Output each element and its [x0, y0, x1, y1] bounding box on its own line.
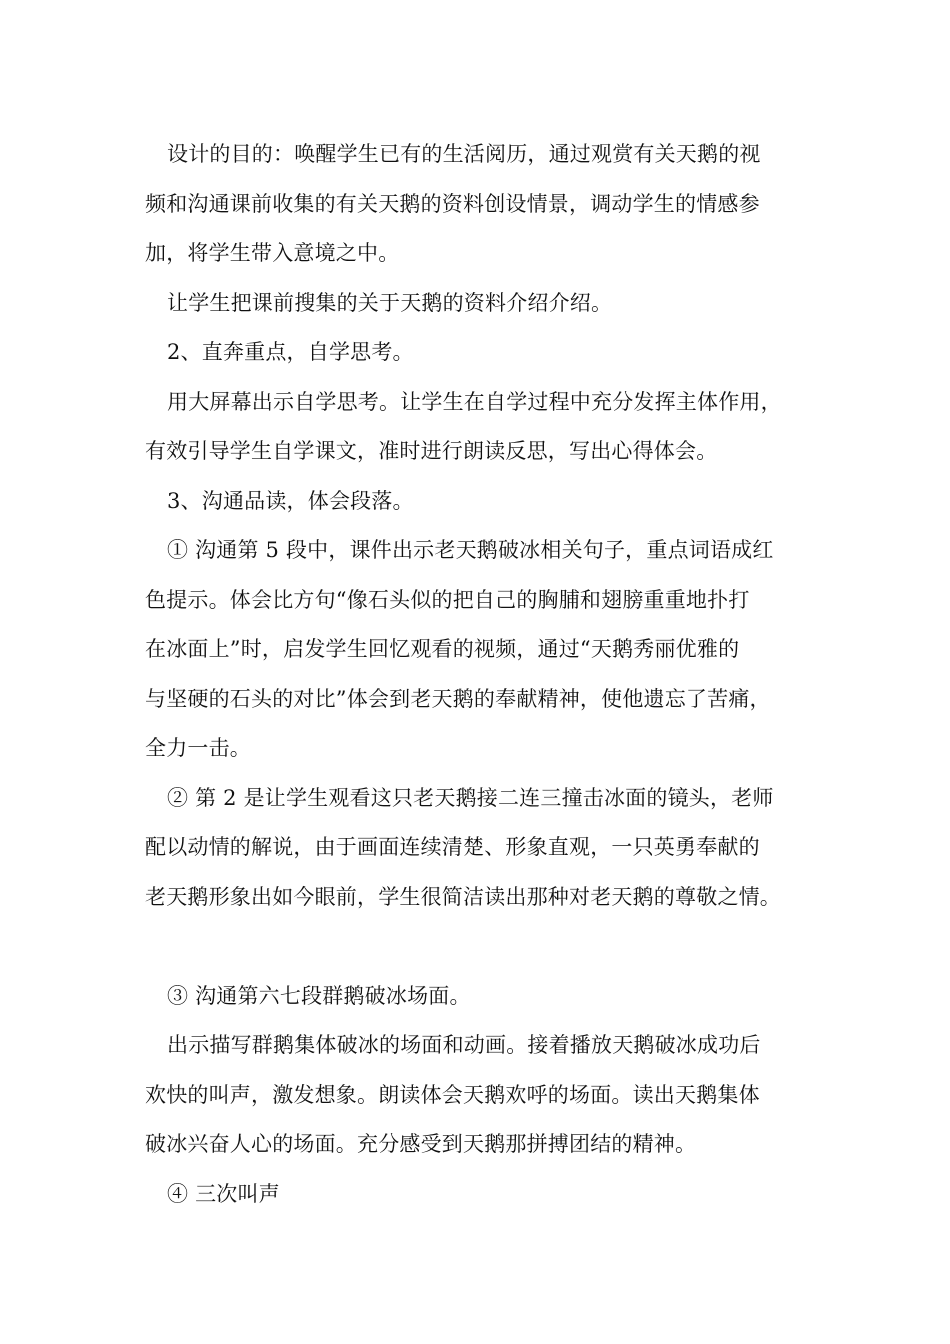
list-item: ③ 沟通第六七段群鹅破冰场面。 [167, 983, 471, 1008]
paragraph-line: 老天鹅形象出如今眼前，学生很简洁读出那种对老天鹅的尊敬之情。 [145, 884, 781, 909]
list-item: ② 第 2 是让学生观看这只老天鹅接二连三撞击冰面的镜头，老师 [167, 785, 774, 810]
paragraph-gap [145, 922, 825, 972]
paragraph-line: 全力一击。 [145, 736, 251, 760]
section-heading: 3、沟通品读，体会段落。 [167, 488, 414, 513]
paragraph-line: 破冰兴奋人心的场面。充分感受到天鹅那拼搏团结的精神。 [145, 1132, 697, 1156]
section-heading: 2、直奔重点，自学思考。 [167, 340, 414, 364]
paragraph-line: 加，将学生带入意境之中。 [145, 241, 400, 265]
list-item: ④ 三次叫声 [167, 1181, 280, 1206]
document-body [145, 130, 825, 1219]
paragraph-line: 让学生把课前搜集的关于天鹅的资料介绍介绍。 [167, 290, 613, 315]
paragraph-line: 色提示。体会比方句“像石头似的把自己的胸脯和翅膀重重地扑打 [145, 587, 750, 612]
paragraph-line: 频和沟通课前收集的有关天鹅的资料创设情景，调动学生的情感参 [145, 191, 760, 216]
paragraph-line: 配以动情的解说，由于画面连续清楚、形象直观，一只英勇奉献的 [145, 835, 760, 859]
paragraph-line: 出示描写群鹅集体破冰的场面和动画。接着播放天鹅破冰成功后 [167, 1033, 761, 1057]
list-item: ① 沟通第 5 段中，课件出示老天鹅破冰相关句子，重点词语成红 [167, 538, 774, 562]
paragraph-line: 在冰面上”时，启发学生回忆观看的视频，通过“天鹅秀丽优雅的 [145, 637, 740, 661]
paragraph-line: 用大屏幕出示自学思考。让学生在自学过程中充分发挥主体作用， [167, 389, 782, 414]
paragraph-line: 欢快的叫声，激发想象。朗读体会天鹅欢呼的场面。读出天鹅集体 [145, 1082, 760, 1107]
paragraph-line: 有效引导学生自学课文，准时进行朗读反思，写出心得体会。 [145, 439, 718, 463]
paragraph-line: 与坚硬的石头的对比”体会到老天鹅的奉献精神，使他遗忘了苦痛， [145, 686, 771, 711]
paragraph-line: 设计的目的：唤醒学生已有的生活阅历，通过观赏有关天鹅的视 [167, 142, 761, 166]
